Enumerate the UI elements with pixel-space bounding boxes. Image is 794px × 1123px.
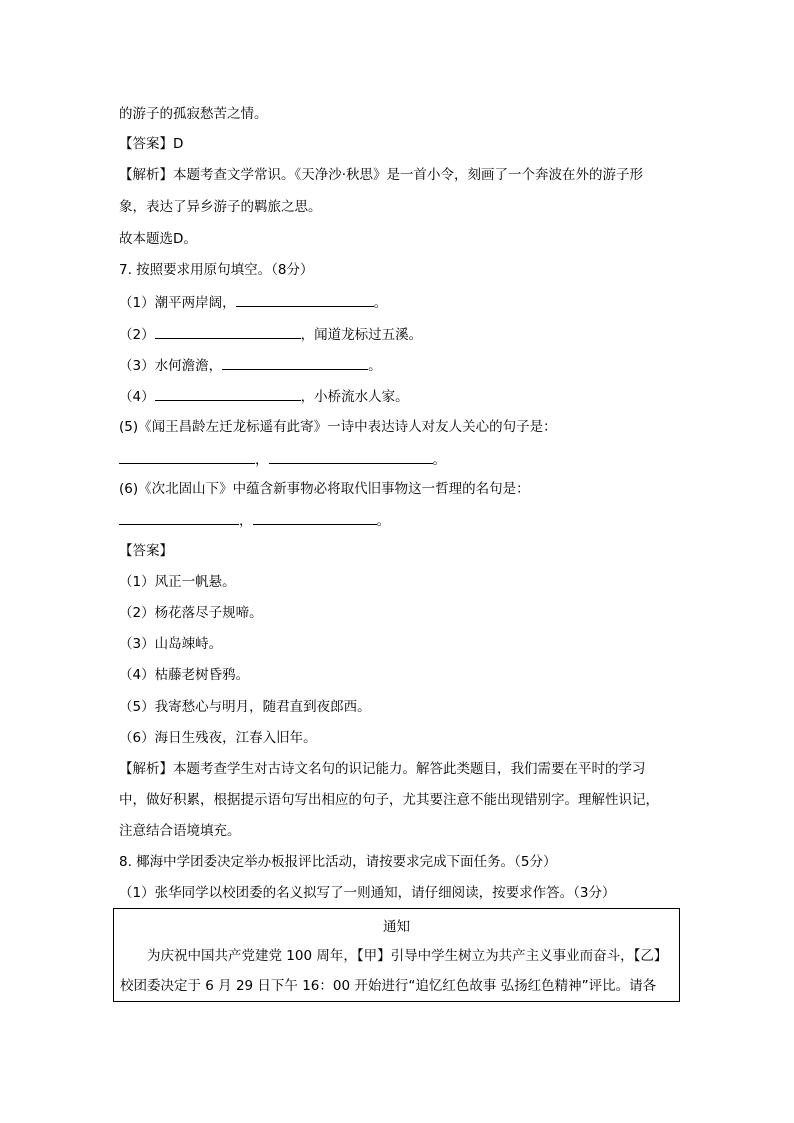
answer-7-4: （4）枯藤老树昏鸦。 [119,667,250,683]
answer-7-1: （1）风正一帆悬。 [119,574,236,590]
q7-1-prefix: （1）潮平两岸阔， [119,295,236,311]
fill-blank [119,510,239,525]
q7-3-suffix: 。 [368,358,382,374]
fill-blank [253,510,377,525]
analysis-6-line1: 【解析】本题考查文学常识。《天净沙·秋思》是一首小令，刻画了一个奔波在外的游子形 [119,167,644,183]
q7-4-suffix: ，小桥流水人家。 [300,389,409,405]
notice-paragraph-line1: 为庆祝中国共产党建党 100 周年，【甲】引导中学生树立为共产主义事业而奋斗，【乙】 [147,948,668,964]
notice-paragraph-line2: 校团委决定于 6 月 29 日下午 16：00 开始进行“追忆红色故事 弘扬红色精神”评比。请各 [120,978,657,994]
question-8-title: 8. 椰海中学团委决定举办板报评比活动，请按要求完成下面任务。（5分） [119,854,557,870]
question-7-3 [119,355,382,376]
question-7-5: (5)《闻王昌龄左迁龙标遥有此寄》一诗中表达诗人对友人关心的句子是： [119,419,557,435]
answer-7-6: （6）海日生残夜，江春入旧年。 [119,730,317,746]
question-7-2 [119,324,422,345]
q7-2-suffix: ，闻道龙标过五溪。 [300,327,423,343]
question-7-6: (6)《次北固山下》中蕴含新事物必将取代旧事物这一哲理的名句是： [119,481,530,497]
question-7-6-blanks [119,510,390,531]
notice-box [113,908,680,1002]
notice-title: 通知 [383,919,410,935]
question-7-5-blanks [119,449,446,470]
q7-5-end: 。 [432,452,446,468]
analysis-6-line2: 象，表达了异乡游子的羁旅之思。 [119,199,322,215]
q7-1-suffix: 。 [373,295,388,311]
fill-blank [236,292,374,307]
q7-6-sep: ， [239,513,253,529]
answer-7-3: （3）山岛竦峙。 [119,636,223,652]
fill-blank [269,449,433,464]
question-7-title: 7. 按照要求用原句填空。（8分） [119,262,314,278]
analysis-7-line1: 【解析】本题考查学生对古诗文名句的识记能力。解答此类题目，我们需要在平时的学习 [119,761,646,777]
conclusion-6: 故本题选D。 [119,231,197,247]
fill-blank [155,324,301,339]
answer-7-heading: 【答案】 [119,543,173,559]
q7-4-prefix: （4） [119,389,155,405]
answer-7-5: （5）我寄愁心与明月，随君直到夜郎西。 [119,699,371,715]
question-7-4 [119,386,409,407]
analysis-7-line2: 中，做好积累，根据提示语句写出相应的句子，尤其要注意不能出现错别字。理解性识记， [119,792,659,808]
fill-blank [222,355,368,370]
q7-5-sep: ， [255,452,269,468]
fill-blank [155,386,301,401]
question-7-1 [119,292,387,313]
q7-6-end: 。 [376,513,390,529]
fill-blank [119,449,255,464]
q7-3-prefix: （3）水何澹澹， [119,358,223,374]
answer-6: 【答案】D [119,136,184,152]
q7-2-prefix: （2） [119,327,155,343]
analysis-7-line3: 注意结合语境填充。 [119,823,241,839]
line-intro-end: 的游子的孤寂愁苦之情。 [119,106,268,122]
question-8-1: （1）张华同学以校团委的名义拟写了一则通知，请仔细阅读，按要求作答。（3分） [119,885,616,901]
answer-7-2: （2）杨花落尽子规啼。 [119,605,263,621]
